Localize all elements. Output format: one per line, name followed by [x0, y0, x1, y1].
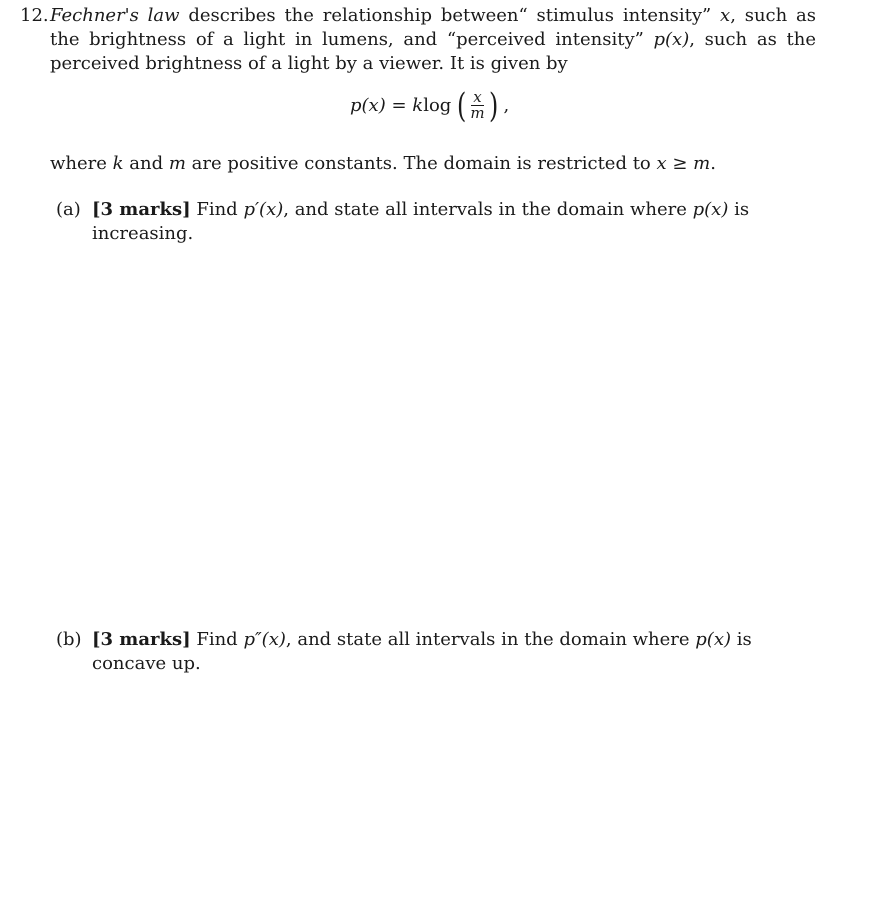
where-k: k [112, 153, 124, 174]
stem-text-1: describes the relationship between“ stimulus intensity” [179, 5, 721, 26]
var-px: p(x) [653, 29, 690, 50]
fraction [468, 90, 486, 121]
part-a-text-1: Find [190, 199, 244, 220]
where-text-1: where [50, 153, 113, 174]
stem-text-2: , such as the brightness of a light in lumens, and “perceived intensity” [50, 5, 817, 50]
part-a-px: p(x) [692, 199, 729, 220]
open-paren: ( [457, 85, 467, 126]
fraction-denominator: m [470, 104, 485, 122]
var-x: x [720, 5, 731, 26]
equation-k: k [412, 94, 424, 116]
part-a-text-2: , and state all intervals in the domain where [283, 199, 693, 220]
part-b-label: (b) [56, 629, 82, 650]
where-text-2: and [123, 153, 169, 174]
fechner-equation [350, 85, 510, 126]
part-a-answer-space[interactable] [92, 230, 816, 610]
where-text-4: . [710, 153, 716, 174]
part-a-derivative: p′(x) [243, 199, 284, 220]
part-b-derivative: p″(x) [243, 629, 286, 650]
part-b-marks: [3 marks] [92, 629, 191, 650]
close-paren: ) [488, 85, 498, 126]
part-b-text-3: is concave up. [92, 629, 752, 674]
equation-log: log [423, 94, 452, 116]
part-b-prompt [92, 628, 816, 676]
where-m: m [168, 153, 186, 174]
part-a-label: (a) [56, 199, 81, 220]
equation-comma: , [503, 94, 510, 116]
question-number: 12. [20, 5, 49, 26]
equation-lhs: p(x) = [350, 94, 407, 116]
domain-condition: x ≥ m [656, 153, 711, 174]
law-name: Fechner's law [50, 5, 180, 26]
stem-text-3: , such as the perceived brightness of a light by a viewer. It is given by [50, 29, 816, 74]
constants-statement [50, 152, 716, 176]
part-b-answer-space[interactable] [92, 690, 816, 910]
part-a-marks: [3 marks] [92, 199, 191, 220]
question-stem [50, 4, 816, 76]
part-b-text-1: Find [190, 629, 244, 650]
where-text-3: are positive constants. The domain is restricted to [185, 153, 657, 174]
fraction-numerator: x [473, 88, 482, 106]
part-b-text-2: , and state all intervals in the domain where [285, 629, 696, 650]
part-a-text-3: is increasing. [92, 199, 750, 244]
part-b-px: p(x) [695, 629, 731, 650]
